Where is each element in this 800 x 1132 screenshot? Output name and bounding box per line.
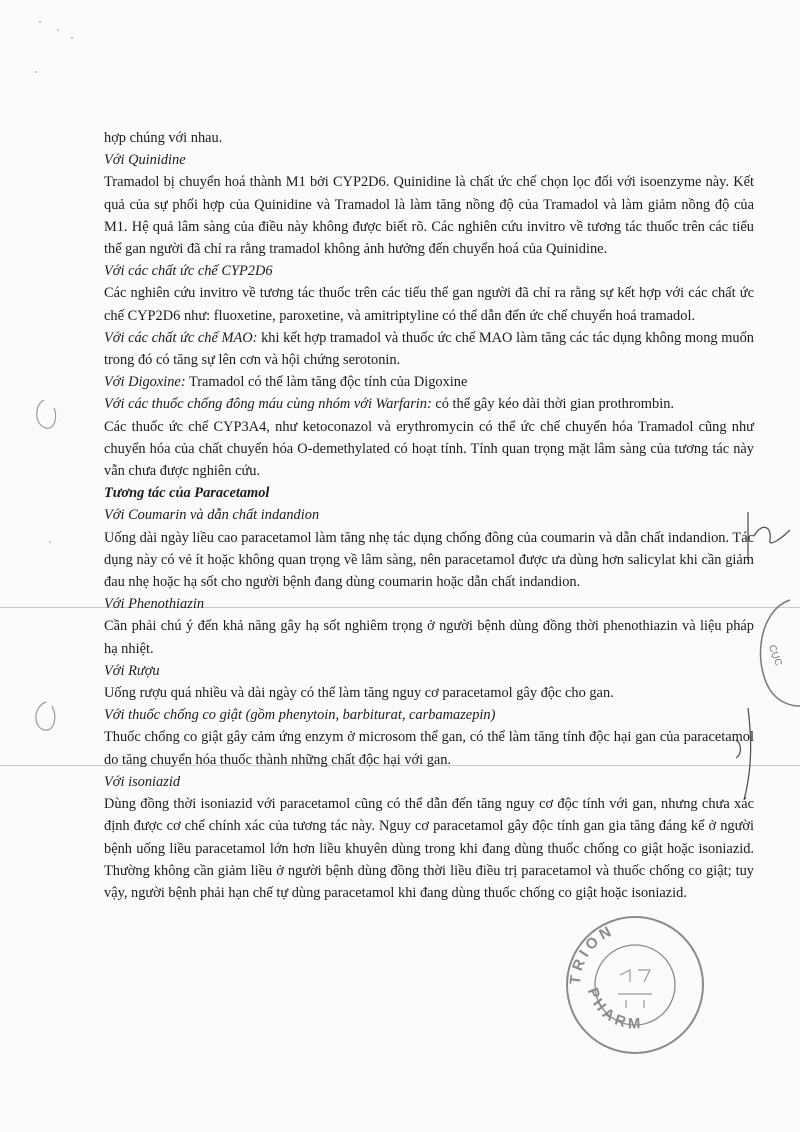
stamp-text-top: TRION: [566, 921, 618, 986]
paragraph: hợp chúng với nhau.: [104, 130, 223, 146]
dust-speck: [57, 29, 59, 31]
paragraph-lead: Với các thuốc chống đông máu cùng nhóm với Warfarin:: [104, 396, 432, 413]
side-stamp-text: CỤC: [765, 643, 784, 668]
paragraph: Các nghiên cứu invitro về tương tác thuốc trên các tiểu thể gan người đã chỉ ra rằng sự kết hợp với các chất ức chế CYP2D6 như: fluoxetine, paroxetine, và amitriptyline có thể dẫn đến ức chế chuyển hoá tramadol.: [104, 285, 754, 324]
paragraph-text: khi kết hợp tramadol và thuốc ức chế MAO làm tăng các tác dụng không mong muốn trong đó có tăng sự lên cơn và hội chứng serotonin.: [104, 329, 754, 369]
paragraph-lead: Với các chất ức chế MAO:: [104, 329, 258, 346]
paragraph: Thuốc chống co giật gây cảm ứng enzym ở microsom thể gan, có thể làm tăng tính độc hại gan của paracetamol do tăng chuyển hóa thuốc thành những chất độc hại với gan.: [104, 729, 754, 768]
subheading: Với Coumarin và dẫn chất indandion: [104, 507, 320, 524]
document-body: [104, 127, 754, 904]
dust-speck: [35, 71, 37, 73]
hole-mark-bottom: [36, 702, 55, 730]
subheading: Với Rượu: [104, 662, 160, 679]
signature-stroke: [754, 527, 790, 543]
company-stamp: [560, 910, 710, 1060]
paragraph-text: có thể gây kéo dài thời gian prothrombin.: [431, 396, 674, 413]
dust-speck: [49, 541, 51, 543]
paragraph: Tramadol bị chuyển hoá thành M1 bởi CYP2D6. Quinidine là chất ức chế chọn lọc đối với isoenzyme này. Kết quả của sự phối hợp của Quinidine và Tramadol là làm tăng nồng độ của Tramadol và làm giảm nồng độ của M1. Hệ quả lâm sàng của điều này không được biết rõ. Các nghiên cứu invitro về tương tác thuốc trên các tiểu thể gan người đã chỉ ra rằng tramadol không ảnh hưởng đến chuyển hoá của Quinidine.: [104, 174, 754, 258]
paragraph: Uống rượu quá nhiều và dài ngày có thể làm tăng nguy cơ paracetamol gây độc cho gan.: [104, 685, 614, 702]
paragraph-lead: Với Digoxine:: [104, 374, 186, 391]
paragraph-with-lead: [104, 393, 754, 415]
subheading: Với các chất ức chế CYP2D6: [104, 263, 273, 280]
svg-text:PHARM: [584, 986, 645, 1033]
paragraph: Dùng đồng thời isoniazid với paracetamol cũng có thể dẫn đến tăng nguy cơ độc tính với gan, nhưng chưa xác định được cơ chế chính xác của tương tác này. Nguy cơ paracetamol gây độc tính gan gia tăng đáng kể ở người bệnh uống liều paracetamol lớn hơn liều khuyên dùng trong khi đang dùng thuốc chống co giật hoặc isoniazid. Thường không cần giảm liều ở người bệnh dùng đồng thời liều điều trị paracetamol và thuốc chống co giật; tuy vậy, người bệnh phải hạn chế tự dùng paracetamol khi đang dùng thuốc chống co giật hoặc isoniazid.: [104, 796, 754, 901]
paragraph-with-lead: [104, 371, 754, 393]
subheading: Với Phenothiazin: [104, 596, 205, 613]
subheading: Với thuốc chống co giật (gồm phenytoin, barbiturat, carbamazepin): [104, 707, 496, 724]
paragraph: Cần phải chú ý đến khả năng gây hạ sốt nghiêm trọng ở người bệnh dùng đồng thời phenothiazin và liệu pháp hạ nhiệt.: [104, 618, 754, 657]
paragraph: Uống dài ngày liều cao paracetamol làm tăng nhẹ tác dụng chống đông của coumarin và dẫn chất indandion. Tác dụng này có vẻ ít hoặc không quan trọng về lâm sàng, nên paracetamol được ưa dùng hơn salicylat khi cần giảm đau nhẹ hoặc hạ sốt cho người bệnh đang dùng coumarin hoặc dẫn chất indandion.: [104, 529, 754, 591]
dust-speck: [71, 37, 73, 39]
dust-speck: [39, 21, 41, 23]
side-stamp-arc: [760, 600, 800, 706]
stamp-text-bottom: PHARM: [583, 985, 645, 1033]
hole-mark-top: [37, 400, 56, 428]
paragraph: Các thuốc ức chế CYP3A4, như ketoconazol và erythromycin có thể ức chế chuyển hóa Tramadol cũng như chuyển hóa của chất chuyển hóa O-demethylated có hoạt tính. Tính quan trọng mặt lâm sàng của tương tác này vẫn chưa được nghiên cứu.: [104, 418, 754, 480]
subheading: Với Quinidine: [104, 152, 186, 169]
section-heading: Tương tác của Paracetamol: [104, 485, 270, 502]
paragraph-text: Tramadol có thể làm tăng độc tính của Digoxine: [185, 374, 468, 391]
subheading: Với isoniazid: [104, 773, 181, 790]
stamp-center-glyphs: [618, 970, 652, 1008]
paragraph-with-lead: [104, 327, 754, 371]
